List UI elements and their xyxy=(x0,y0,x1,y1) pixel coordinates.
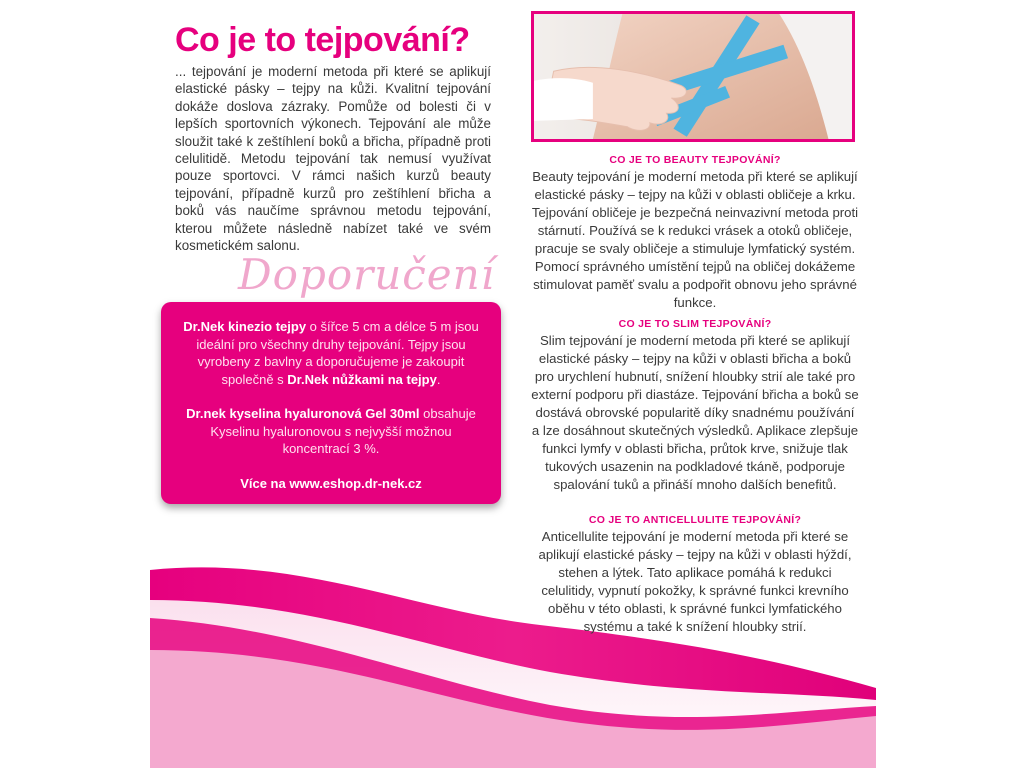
beauty-heading: CO JE TO BEAUTY TEJPOVÁNÍ? xyxy=(609,154,781,166)
spacer xyxy=(531,494,859,512)
taping-back-photo xyxy=(531,11,855,142)
reco-eshop-link[interactable]: Více na www.eshop.dr-nek.cz xyxy=(240,475,422,491)
recommendation-heading: Doporučení xyxy=(238,250,496,299)
slim-heading: CO JE TO SLIM TEJPOVÁNÍ? xyxy=(618,318,772,330)
photo-illustration xyxy=(534,14,852,139)
reco-paragraph-tapes: Dr.Nek kinezio tejpy o šířce 5 cm a délce 5 m jsou ideální pro všechny druhy tejpování. Tejpy jsou vyrobeny z bavlny a doporučujeme je zakoupit společně s Dr.Nek nůžkami na tejpy. xyxy=(183,319,479,387)
anticellulite-text: Anticellulite tejpování je moderní metoda při které se aplikují elastické pásky – tejpy na kůži v oblasti hýždí, stehen a lýtek. Tato aplikace pomáhá k redukci celulitidy, vypnutí pokožky, k správné funkci krevního oběhu v této oblasti, k správné funkci lymfatického systému a také k snížení hloubky strií. xyxy=(538,529,852,634)
right-column xyxy=(531,152,859,636)
brochure-page xyxy=(150,0,876,768)
reco-scissors-name: Dr.Nek nůžkami na tejpy xyxy=(287,371,437,387)
intro-paragraph: ... tejpování je moderní metoda při které se aplikují elastické pásky – tejpy na kůži. Kvalitní tejpování dokáže doslova zázraky. Pomůže od bolesti či v lepších sportovních výkonech. Tejpování ale může sloužit také k zeštíhlení boků a břicha, případně proti celulitidě. Metodu tejpování tak nemusí využívat pouze sportovci. V rámci našich kurzů beauty tejpování, případně kurzů pro zeštíhlení břicha a boků vás naučíme správnou metodu tejpování, kterou můžete následně nabízet také ve svém kosmetickém salonu. xyxy=(175,64,491,254)
reco-paragraph-gel: Dr.nek kyselina hyaluronová Gel 30ml obsahuje Kyselinu hyaluronovou s nejvyšší možnou koncentrací 3 %. xyxy=(186,406,476,456)
slim-text: Slim tejpování je moderní metoda při které se aplikují elastické pásky – tejpy na kůži v oblasti břicha a boků pro urychlení hubnutí, snížení hloubky strií ale také pro externí podporu při diastáze. Tejpování břicha a boků se dostává obrovské popularitě díky snadnému používání a lze dosáhnout skutečných výsledků. Aplikace zlepšuje funkci lymfy v oblasti břicha, průtok krve, snižuje tlak tukových usazenin na podkladové tkáně, podporuje spalování tuků a přináší mnoho dalších benefitů. xyxy=(531,333,859,492)
recommendation-box xyxy=(161,302,501,504)
anticellulite-heading: CO JE TO ANTICELLULITE TEJPOVÁNÍ? xyxy=(588,514,802,526)
beauty-text-2: Tejpování obličeje je bezpečná neinvazivní metoda proti stárnutí. Používá se k redukci vrásek a otoků obličeje, pracuje se svaly obličeje a stimuluje lymfatický systém. Pomocí správného umístění tejpů na obličej dokážeme stimulovat paměť svalu a podpořit obnovu jeho správné funkce. xyxy=(531,205,859,310)
reco-tapes-name: Dr.Nek kinezio tejpy xyxy=(183,319,307,334)
page-title: Co je to tejpování? xyxy=(175,21,470,59)
beauty-text-1: Beauty tejpování je moderní metoda při které se aplikují elastické pásky – tejpy na kůži v oblasti obličeje a krku. xyxy=(532,169,858,202)
reco-gel-name: Dr.nek kyselina hyaluronová Gel 30ml xyxy=(186,406,420,421)
